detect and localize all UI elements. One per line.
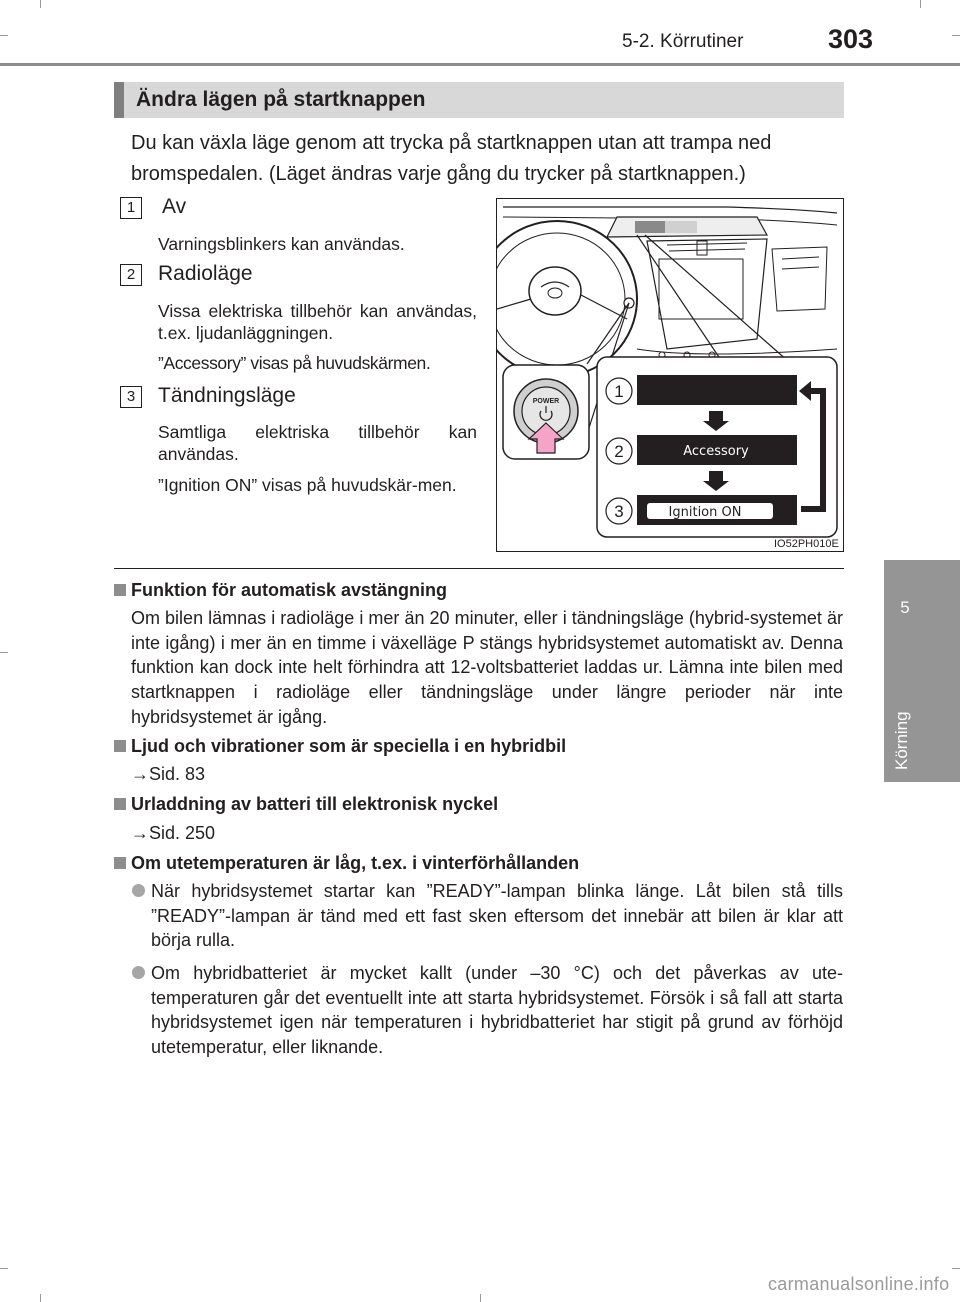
mode-title-radio: Radioläge bbox=[158, 262, 253, 285]
square-bullet-icon bbox=[114, 857, 126, 869]
mode-description: Vissa elektriska tillbehör kan användas, t.ex. ljudanläggningen. bbox=[158, 301, 477, 343]
accessory-text: Accessory bbox=[683, 444, 749, 459]
square-bullet-icon bbox=[114, 798, 126, 810]
round-bullet-icon bbox=[132, 884, 145, 897]
square-bullet-icon bbox=[114, 584, 126, 596]
crop-mark bbox=[952, 35, 960, 36]
bullet-text: När hybridsystemet startar kan ”READY”-lampan blinka länge. Låt bilen stå tills ”READY”-lampan är tänd med ett fast sken eftersom det innebär att bilen är klar att börja rulla. bbox=[151, 881, 843, 951]
info-title: Funktion för automatisk avstängning bbox=[131, 580, 448, 600]
mode-description: Varningsblinkers kan användas. bbox=[158, 234, 405, 254]
chapter-side-tab bbox=[884, 560, 960, 782]
section-heading-text: Ändra lägen på startknappen bbox=[136, 88, 426, 111]
chapter-label: Körning bbox=[892, 711, 911, 770]
section-heading bbox=[114, 82, 844, 118]
figure-code: IO52PH010E bbox=[774, 538, 839, 550]
mode-title-ignition: Tändningsläge bbox=[158, 384, 296, 407]
intro-text bbox=[131, 128, 843, 190]
mode-note: ”Ignition ON” visas på huvudskär-men. bbox=[158, 475, 457, 495]
square-bullet-icon bbox=[114, 740, 126, 752]
display-step-number: 1 bbox=[614, 382, 624, 401]
crop-mark bbox=[0, 1268, 8, 1269]
header-section-title: 5-2. Körrutiner bbox=[622, 31, 744, 52]
dashboard-illustration bbox=[496, 198, 844, 552]
intro-line: bromspedalen. (Läget ändras varje gång du trycker på startknappen.) bbox=[131, 163, 746, 185]
page-reference: →Sid. 83 bbox=[131, 764, 206, 784]
crop-mark bbox=[480, 1294, 481, 1302]
chapter-number: 5 bbox=[900, 598, 910, 617]
dashboard-drawing bbox=[497, 199, 843, 551]
round-bullet-icon bbox=[132, 966, 145, 979]
mode-note: ”Accessory” visas på huvudskärmen. bbox=[158, 353, 431, 373]
info-title: Ljud och vibrationer som är speciella i en hybridbil bbox=[131, 736, 567, 756]
crop-mark bbox=[952, 1268, 960, 1269]
mode-title-off: Av bbox=[162, 195, 187, 218]
section-divider bbox=[114, 568, 844, 569]
info-title: Om utetemperaturen är låg, t.ex. i vinterförhållanden bbox=[131, 853, 580, 873]
mode-description: Samtliga elektriska tillbehör kan användas. bbox=[158, 422, 477, 464]
mode-number-badge: 1 bbox=[120, 197, 142, 219]
bullet-text: Om hybridbatteriet är mycket kallt (under –30 °C) och det påverkas av ute-temperaturen går det eventuellt inte att starta hybridsystemet. Försök i så fall att starta hybridsystemet igen när temperaturen i hybridbatteriet har stigit på grund av förhöjd utetemperatur, eller liknande. bbox=[151, 963, 843, 1058]
crop-mark bbox=[920, 0, 921, 8]
info-title: Urladdning av batteri till elektronisk nyckel bbox=[131, 794, 499, 814]
intro-line: Du kan växla läge genom att trycka på startknappen utan att trampa ned bbox=[131, 132, 772, 154]
display-off bbox=[637, 375, 797, 405]
display-step-number: 3 bbox=[614, 502, 624, 521]
crop-mark bbox=[40, 1294, 41, 1302]
header-rule bbox=[0, 63, 960, 66]
ignition-text: Ignition ON bbox=[668, 505, 742, 520]
display-step-number: 2 bbox=[614, 442, 624, 461]
mode-number-badge: 3 bbox=[120, 386, 142, 408]
watermark: carmanualsonline.info bbox=[768, 1274, 950, 1294]
page-reference: →Sid. 250 bbox=[131, 823, 216, 843]
info-body: Om bilen lämnas i radioläge i mer än 20 minuter, eller i tändningsläge (hybrid-systemet är inte igång) i mer än en timme i växelläge P stängs hybridsystemet automatiskt av. Denna funktion kan dock inte helt förhindra att 12-voltsbatteriet laddas ur. Lämna inte bilen med startknappen i radioläge eller tändningsläge under längre perioder när inte hybridsystemet är igång. bbox=[131, 608, 843, 727]
crop-mark bbox=[40, 0, 41, 8]
crop-mark bbox=[0, 652, 8, 653]
crop-mark bbox=[0, 35, 8, 36]
power-button-label: POWER bbox=[532, 398, 560, 405]
mode-number-badge: 2 bbox=[120, 264, 142, 286]
page-number: 303 bbox=[828, 24, 874, 54]
